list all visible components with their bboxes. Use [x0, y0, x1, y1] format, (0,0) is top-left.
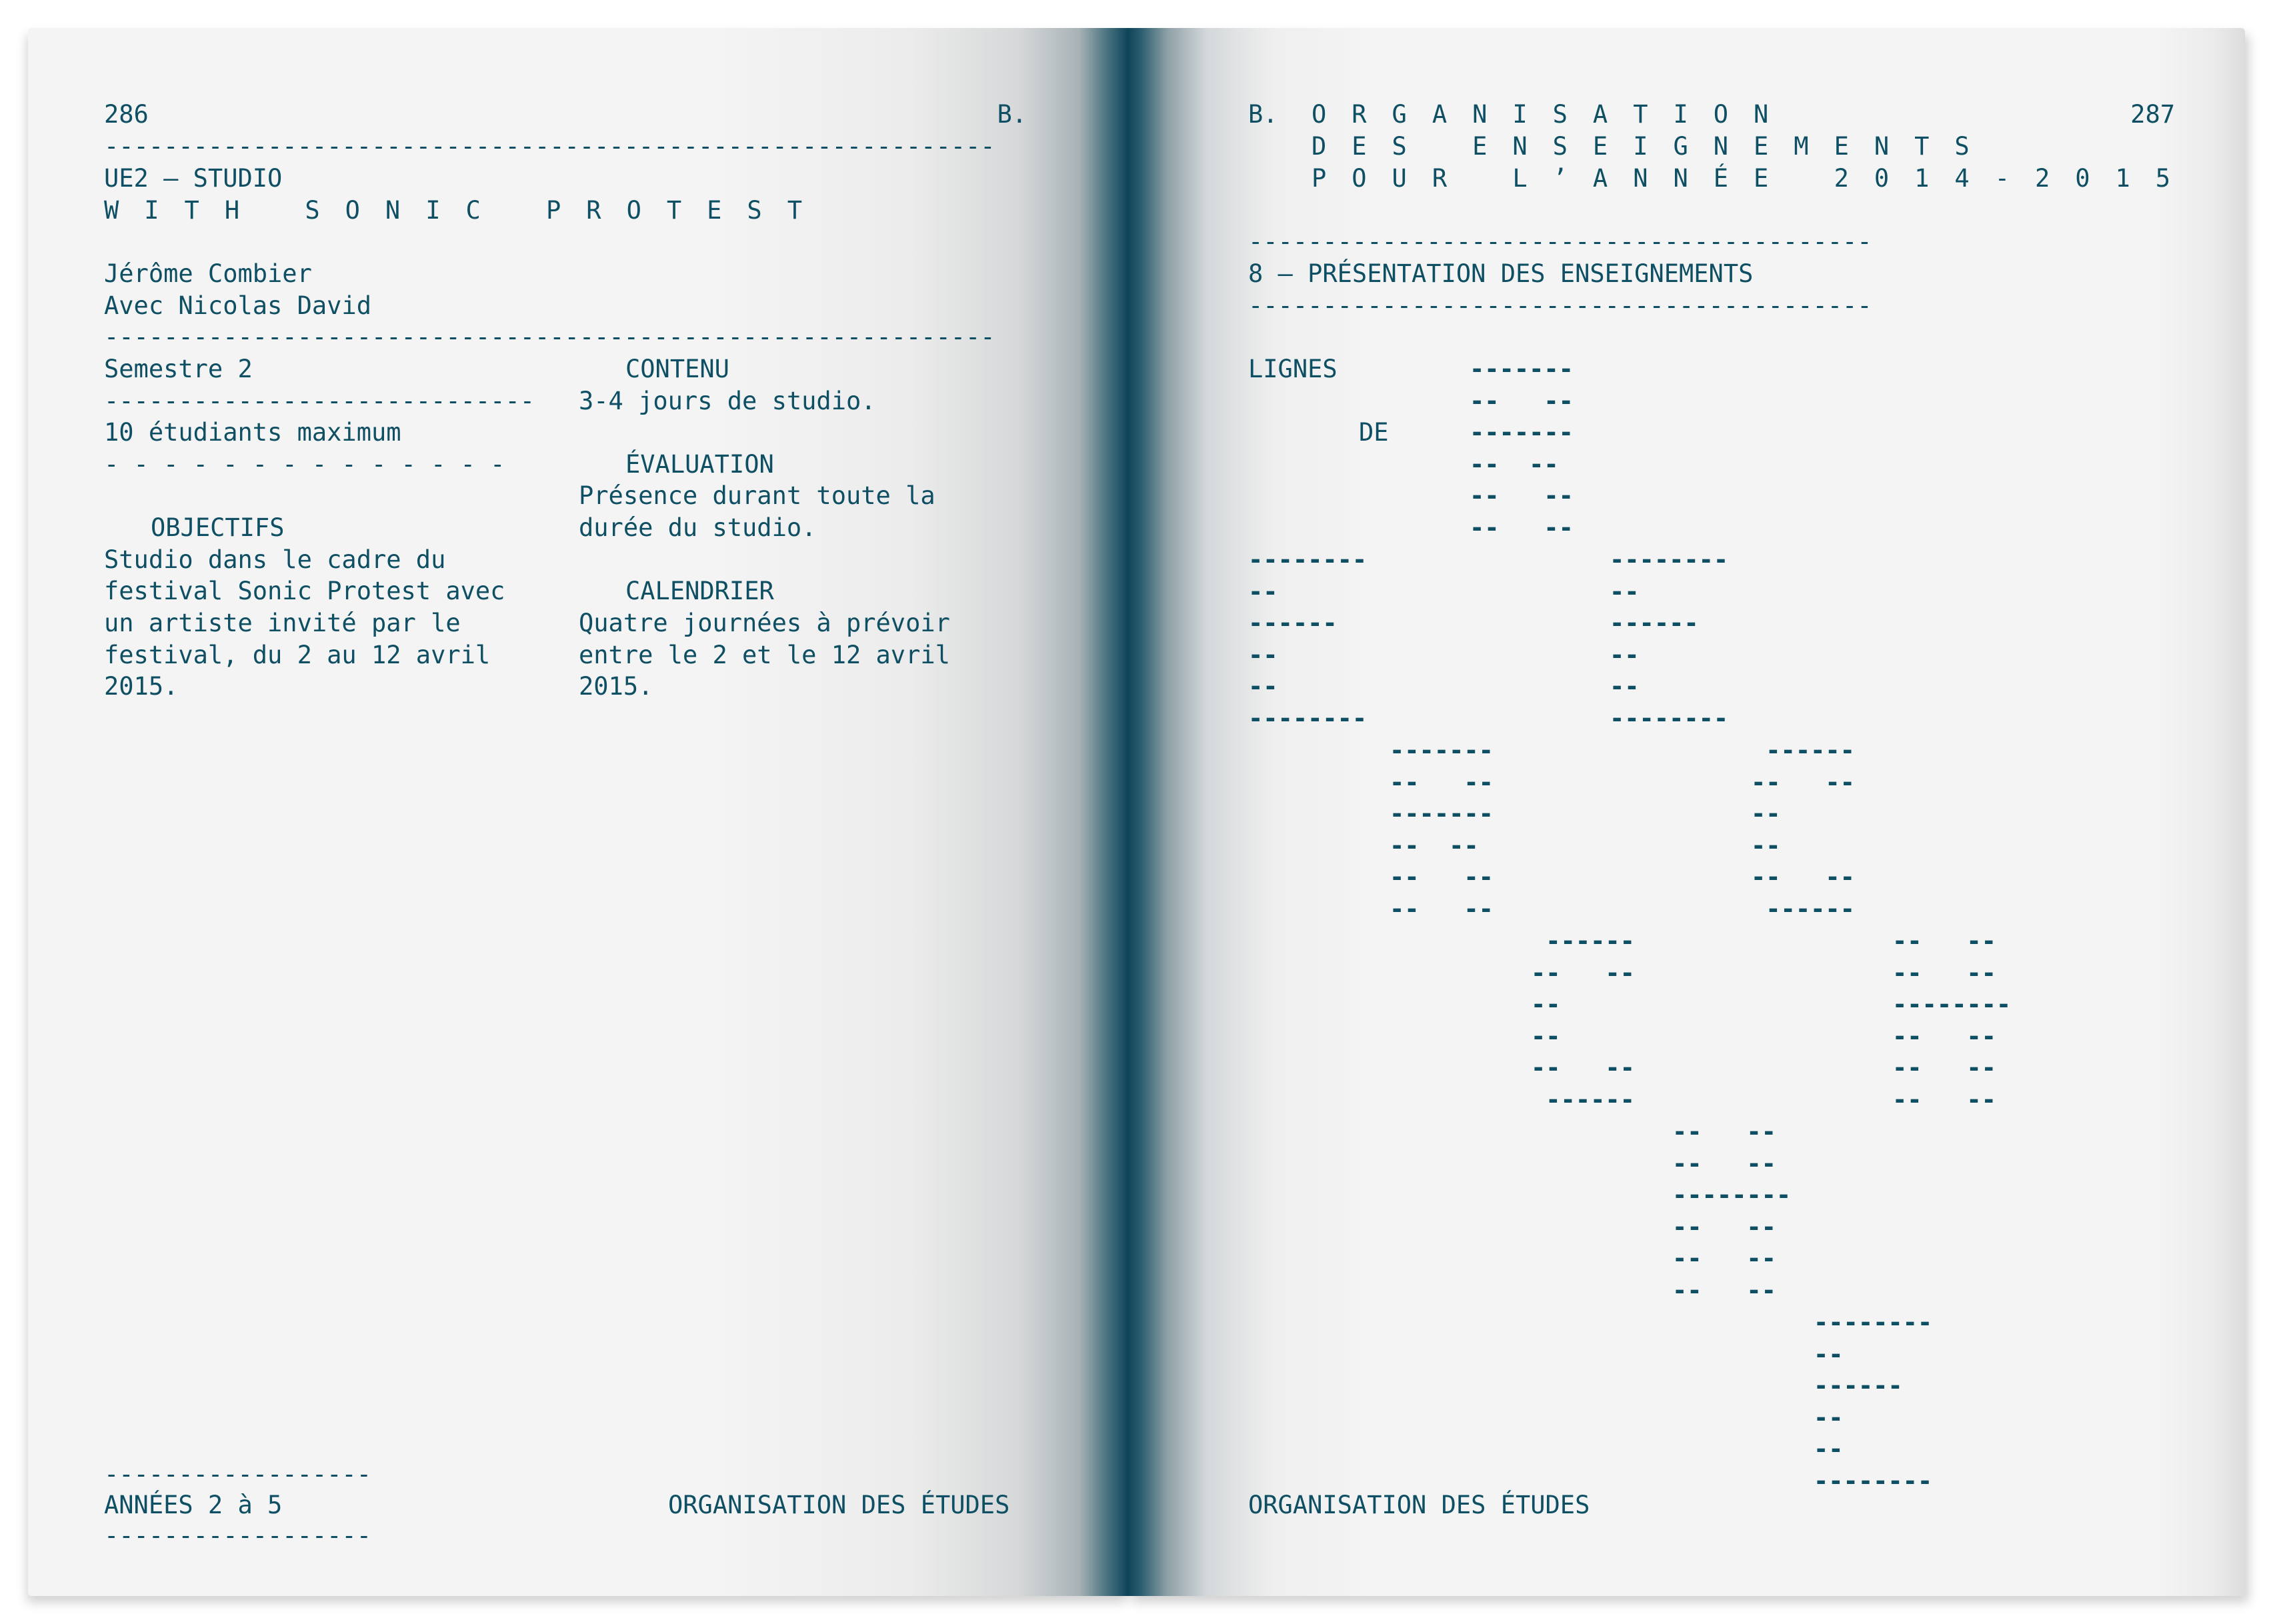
- top-rule-left: ------------------------------------------------------------: [104, 132, 995, 161]
- rule-col-left: -----------------------------: [104, 387, 535, 415]
- objectifs-line: festival, du 2 au 12 avril: [104, 641, 491, 669]
- student-count: 10 étudiants maximum: [104, 418, 401, 447]
- section-rule-bottom: ------------------------------------------: [1248, 291, 1872, 320]
- dash-art-letter-e: -------- -- ------ -- -- --------: [1610, 545, 1729, 733]
- evaluation-line: durée du studio.: [579, 513, 817, 542]
- header-prefix: B.: [1248, 100, 1278, 129]
- objectifs-line: 2015.: [104, 672, 179, 701]
- dash-art-letter-c: ------ -- -- -- -- -- -- ------: [1531, 927, 1635, 1114]
- footer-years: ANNÉES 2 à 5: [104, 1491, 283, 1519]
- footer-rule-bottom: ------------------: [104, 1521, 371, 1550]
- author: Jérôme Combier: [104, 259, 312, 288]
- dash-art-letter-h: -- -- -- -- -------- -- -- -- -- -- --: [1672, 1117, 1792, 1305]
- objectifs-line: Studio dans le cadre du: [104, 545, 446, 574]
- running-title-right: ORGANISATION DES ÉTUDES: [1248, 1491, 1590, 1519]
- art-word-de: DE: [1359, 418, 1389, 447]
- course-title: UE2 – STUDIO: [104, 164, 283, 193]
- section-title: 8 – PRÉSENTATION DES ENSEIGNEMENTS: [1248, 259, 1754, 288]
- running-title-left: ORGANISATION DES ÉTUDES: [668, 1491, 1010, 1519]
- calendrier-line: entre le 2 et le 12 avril: [579, 641, 950, 669]
- header-line-1: ORGANISATION: [1312, 100, 1794, 129]
- section-rule-top: ------------------------------------------: [1248, 227, 1872, 256]
- course-subtitle: WITH SONIC PROTEST: [104, 196, 827, 225]
- co-author: Avec Nicolas David: [104, 291, 371, 320]
- dash-art-letter-e: -------- -- ------ -- -- --------: [1248, 545, 1368, 733]
- objectifs-line: un artiste invité par le: [104, 609, 461, 637]
- dash-art-letter-r: ------- -- -- ------- -- -- -- -- -- --: [1390, 736, 1494, 923]
- objectifs-heading: OBJECTIFS: [151, 513, 285, 542]
- page-number-right: 287: [2130, 100, 2175, 129]
- art-word-lignes: LIGNES: [1248, 355, 1338, 383]
- contenu-line: 3-4 jours de studio.: [579, 387, 876, 415]
- section-marker: B.: [997, 100, 1027, 129]
- calendrier-line: 2015.: [579, 672, 653, 701]
- footer-rule-top: ------------------: [104, 1460, 371, 1489]
- calendrier-line: Quatre journées à prévoir: [579, 609, 950, 637]
- header-line-2: DES ENSEIGNEMENTS: [1312, 132, 1995, 161]
- contenu-heading: CONTENU: [625, 355, 729, 383]
- dash-art-letter-r: ------- -- -- ------- -- -- -- -- -- --: [1470, 355, 1574, 542]
- dash-art-letter-c: ------ -- -- -- -- -- -- ------: [1751, 736, 1855, 923]
- semestre: Semestre 2: [104, 355, 253, 383]
- dash-art-letter-e: -------- -- ------ -- -- --------: [1814, 1308, 1933, 1495]
- page-number-left: 286: [104, 100, 149, 129]
- rule-left-2: ------------------------------------------------------------: [104, 323, 995, 351]
- evaluation-heading: ÉVALUATION: [625, 450, 774, 479]
- objectifs-line: festival Sonic Protest avec: [104, 577, 505, 605]
- calendrier-heading: CALENDRIER: [625, 577, 774, 605]
- header-line-3: POUR L’ANNÉE 2014-2015: [1312, 164, 2196, 193]
- dashed-rule: - - - - - - - - - - - - - -: [104, 450, 505, 479]
- evaluation-line: Présence durant toute la: [579, 481, 935, 510]
- dash-art-letter-h: -- -- -- -- -------- -- -- -- -- -- --: [1892, 927, 2012, 1114]
